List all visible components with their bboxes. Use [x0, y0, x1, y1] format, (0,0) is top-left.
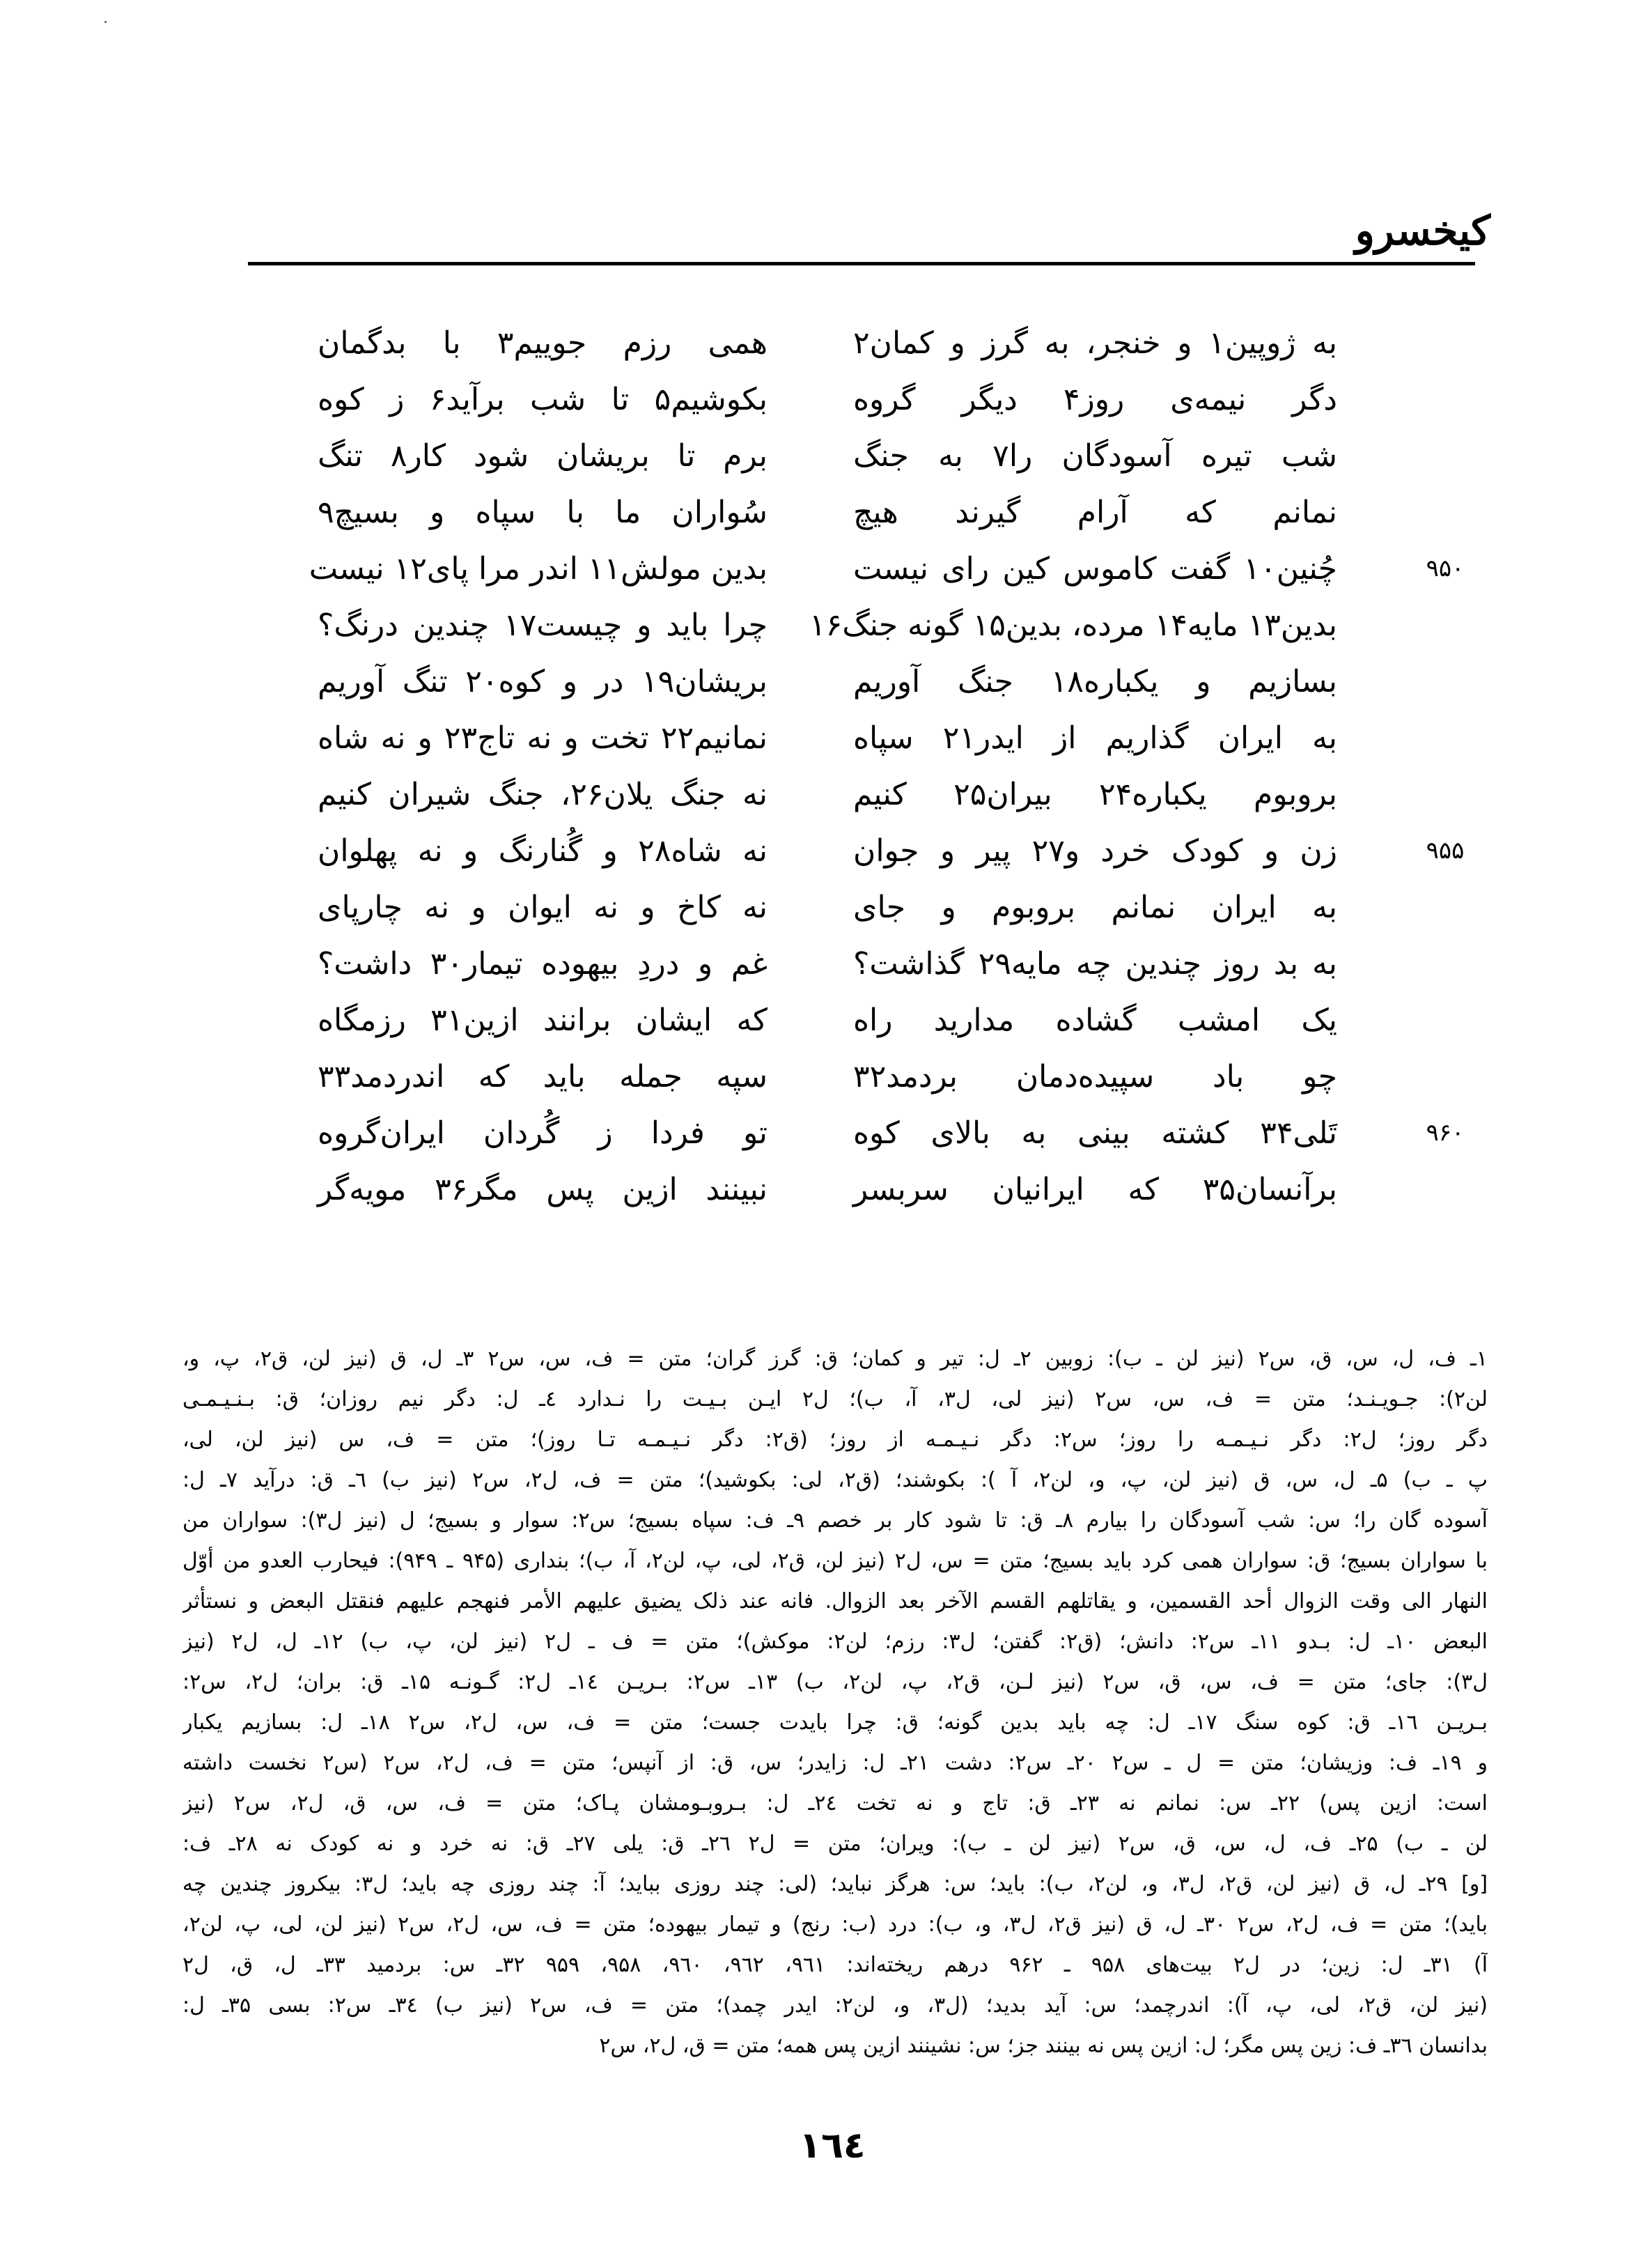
second-hemistich: همی رزم جوییم۳ با بدگمان [318, 325, 767, 361]
first-hemistich: نمانم که آرام گیرند هیچ [853, 495, 1337, 530]
verse-number [1421, 879, 1470, 936]
footnote-line: ۱ـ ف، ل، س، ق، س۲ (نیز لن ـ ب): زوبین ۲ـ ل: تیر و کمان؛ ق: گرز گران؛ متن = ف، س، س۲ ۳ـ ل، ق (نیز لن، ق۲، پ، و، [182, 1347, 1488, 1371]
footnote-line: [و] ۲۹ـ ل، ق (نیز لن، ق۲، ل۳، و، لن۲، ب): باید؛ س: هرگز نباید؛ (لی: چند روزی بباید؛ آ: چند روزی چه باید؛ ل۳: بیکروز چندین چه [182, 1872, 1488, 1896]
verse-number [1421, 992, 1470, 1048]
footnote-line: است: ازین پس) ۲۲ـ س: نمانم نه ۲۳ـ ق: تاج و نه تخت ۲٤ـ ل: بـروبـومشان پـاک؛ متن = ف، س، ق، ل۲، س۲ (نیز [182, 1791, 1488, 1815]
verse-number: ۹۶۰ [1426, 1119, 1465, 1147]
first-hemistich: برآنسان۳۵ که ایرانیان سربسر [853, 1172, 1337, 1207]
verse-number [1421, 1161, 1470, 1218]
verse-row [0, 371, 1652, 428]
verse-row [0, 1161, 1652, 1218]
verse-number [1421, 936, 1470, 992]
verse-row [0, 710, 1652, 766]
footnote-line: با سواران بسیج؛ ق: سواران همی کرد باید بسیج؛ متن = س، ل۲ (نیز لن، ق۲، لی، پ، لن۲، آ، ب)؛ بنداری (۹۴۵ ـ ۹۴۹): فیحارب العدو من أوّل [182, 1549, 1488, 1573]
first-hemistich: به ایران نمانم بروبوم و جای [853, 890, 1337, 925]
second-hemistich: غم و دردِ بیهوده تیمار۳۰ داشت؟ [318, 946, 768, 982]
critical-apparatus [182, 1339, 1488, 2066]
second-hemistich: تو فردا ز گُردان ایران‌گروه [318, 1115, 767, 1151]
verse-number [1421, 766, 1470, 823]
header-rule [248, 262, 1475, 265]
first-hemistich: بروبوم یکباره۲۴ بیران۲۵ کنیم [853, 777, 1337, 812]
footnote-line: ل۳): جای؛ متن = ف، س، ق، س۲ (نیز لـن، ق۲، پ، لن۲، ب) ۱۳ـ س۲: بـریـن ۱٤ـ ل۲: گـونـه ۱۵ـ ق: بران؛ ل۲، س۲: [182, 1670, 1488, 1694]
second-hemistich: نه کاخ و نه ایوان و نه چارپای [318, 890, 767, 925]
verse-number [1421, 653, 1470, 710]
verse-number [1421, 710, 1470, 766]
verse-number: ۹۵۰ [1426, 555, 1465, 582]
verse-row [0, 823, 1652, 879]
verse-row [0, 879, 1652, 936]
second-hemistich: نه شاه۲۸ و گُنارنگ و نه پهلوان [318, 833, 767, 869]
first-hemistich: زن و کودک خرد و۲۷ پیر و جوان [853, 833, 1337, 869]
second-hemistich: برم تا بریشان شود کار۸ تنگ [318, 438, 767, 474]
verse-number: ۹۵۵ [1426, 837, 1465, 865]
footnote-line: و ۱۹ـ ف: وزیشان؛ متن = ل ـ س۲ ۲۰ـ س۲: دشت ۲۱ـ ل: زایدر؛ س، ق: از آنپس؛ متن = ف، ل۲، س۲ (س۲ نخست داشته [182, 1751, 1488, 1775]
footnote-line: النهار الی وقت الزوال أحد القسمین، و یقاتلهم القسم الآخر بعد الزوال. فانه عند ذلک یضیق علیهم الأمر فنهجم علیهم فنقتل البعض و نستأثر [182, 1589, 1488, 1613]
verse-row [0, 936, 1652, 992]
verse-number [1421, 315, 1470, 371]
second-hemistich: سُواران ما با سپاه و بسیچ۹ [318, 495, 767, 530]
footnote-line: لن ـ ب) ۲۵ـ ف، ل، س، ق، س۲ (نیز لن ـ ب): ویران؛ متن = ل۲ ۲٦ـ ق: یلی ۲۷ـ ق: نه خرد و نه کودک نه ۲۸ـ ف: [182, 1832, 1488, 1856]
scan-speck [104, 21, 107, 23]
first-hemistich: به ایران گذاریم از ایدر۲۱ سپاه [853, 720, 1338, 756]
first-hemistich: چُنین۱۰ گفت کاموس کین رای نیست [853, 551, 1337, 587]
footnote-line: لن۲): جـویـنـد؛ متن = ف، س، س۲ (نیز لی، ل۳، آ، ب)؛ ل۲ ایـن بـیـت را نـدارد ٤ـ ل: دگر نیم روزان؛ ق: بـنـیـمـی [182, 1387, 1488, 1411]
verse-number [1421, 1048, 1470, 1105]
first-hemistich: یک امشب گشاده مدارید راه [853, 1002, 1337, 1038]
first-hemistich: بسازیم و یکباره۱۸ جنگ آوریم [853, 664, 1337, 699]
verse-number [1421, 428, 1470, 484]
footnote-line: دگر روز؛ ل۲: دگر نـیـمـه را روز؛ س۲: دگر نـیـمـه از روز؛ (ق۲: دگر نـیـمـه تـا روز)؛ متن = ف، س (نیز لن، لی، [182, 1427, 1488, 1452]
verse-row [0, 315, 1652, 371]
first-hemistich: شب تیره آسودگان را۷ به جنگ [853, 438, 1337, 474]
verse-row [0, 428, 1652, 484]
first-hemistich: دگر نیمه‌ی روز۴ دیگر گروه [853, 382, 1337, 417]
second-hemistich: نمانیم۲۲ تخت و نه تاج۲۳ و نه شاه [318, 720, 767, 756]
footnote-line: آسوده گان را؛ س: شب آسودگان را بیارم ۸ـ ق: تا شود کار بر خصم ۹ـ ف: سپاه بسیج؛ س۲: سوار و بسیج؛ ل (نیز ل۳): سواران من [182, 1508, 1488, 1533]
page-number: ۱٦٤ [799, 2125, 866, 2167]
second-hemistich: بدین مولش۱۱ اندر مرا پای۱۲ نیست [309, 551, 767, 587]
second-hemistich: بکوشیم۵ تا شب برآید۶ ز کوه [318, 382, 768, 417]
verse-row [0, 484, 1652, 541]
first-hemistich: به بد روز چندین چه مایه۲۹ گذاشت؟ [853, 946, 1337, 982]
footnote-line: بدانسان ۳٦ـ ف: زین پس مگر؛ ل: ازین پس نه بینند جز؛ س: نشینند ازین پس همه؛ متن = ق، ل۲، س۲ [599, 2034, 1488, 2058]
second-hemistich: سپه جمله باید که اندردمد۳۳ [318, 1059, 767, 1094]
second-hemistich: که ایشان برانند ازین۳۱ رزمگاه [318, 1002, 767, 1038]
running-title: کیخسرو [1355, 207, 1490, 254]
verse-row [0, 541, 1652, 597]
verse-row [0, 1048, 1652, 1105]
first-hemistich: به ژوپین۱ و خنجر، به گرز و کمان۲ [853, 325, 1337, 361]
second-hemistich: بریشان۱۹ در و کوه۲۰ تنگ آوریم [318, 664, 767, 699]
second-hemistich: نبینند ازین پس مگر۳۶ مویه‌گر [318, 1172, 767, 1207]
footnote-line: (نیز لن، ق۲، لی، پ، آ): اندرچمد؛ س: آید بدید؛ (ل۳، و، لن۲: ایدر چمد)؛ متن = ف، س۲ (نیز ب) ۳٤ـ س۲: بسی ۳۵ـ ل: [182, 1993, 1488, 2018]
first-hemistich: تَلی۳۴ کشته بینی به بالای کوه [853, 1115, 1337, 1151]
verse-row [0, 992, 1652, 1048]
footnote-line: باید)؛ متن = ف، ل۲، س۲ ۳۰ـ ل، ق (نیز ق۲، ل۳، و، ب): درد (ب: رنج) و تیمار بیهوده؛ متن = ف، س، ل۲، س۲ (نیز لن، لی، پ، لن۲، [182, 1912, 1488, 1937]
second-hemistich: چرا باید و چیست۱۷ چندین درنگ؟ [318, 607, 768, 643]
verse-number [1421, 371, 1470, 428]
first-hemistich: بدین۱۳ مایه۱۴ مرده، بدین۱۵ گونه جنگ۱۶ [809, 607, 1337, 643]
second-hemistich: نه جنگ یلان۲۶، جنگ شیران کنیم [318, 777, 768, 812]
verse-row [0, 597, 1652, 653]
verse-number [1421, 597, 1470, 653]
first-hemistich: چو باد سپیده‌دمان بردمد۳۲ [853, 1059, 1337, 1094]
footnote-line: پ ـ ب) ۵ـ ل، س، ق (نیز لن، پ، و، لن۲، آ ): بکوشند؛ (ق۲، لی: بکوشید)؛ متن = ف، ل۲، س۲ (نیز ب) ٦ـ ق: درآید ۷ـ ل: [182, 1468, 1488, 1492]
footnote-line: آ) ۳۱ـ ل: زین؛ در ل۲ بیت‌های ۹۵۸ ـ ۹۶۲ درهم ریخته‌اند: ۹٦۱، ۹٦۲، ۹٦۰، ۹۵۸، ۹۵۹ ۳۲ـ س: بردمید ۳۳ـ ل، ق، ل۲ [182, 1953, 1488, 1977]
verse-row [0, 1105, 1652, 1161]
verse-number [1421, 484, 1470, 541]
verse-row [0, 653, 1652, 710]
footnote-line: البعض ۱۰ـ ل: بـدو ۱۱ـ س۲: دانش؛ (ق۲: گفتن؛ ل۳: رزم؛ لن۲: موکش)؛ متن = ف ـ ل۲ (نیز لن، پ، ب) ۱۲ـ ل، ل۲ (نیز [182, 1629, 1488, 1654]
verse-row [0, 766, 1652, 823]
footnote-line: بـریـن ۱٦ـ ق: کوه سنگ ۱۷ـ ل: چه باید بدین گونه؛ ق: چرا بایدت جست؛ متن = ف، س، ل۲، س۲ ۱۸ـ ل: بسازیم یکبار [182, 1710, 1488, 1735]
